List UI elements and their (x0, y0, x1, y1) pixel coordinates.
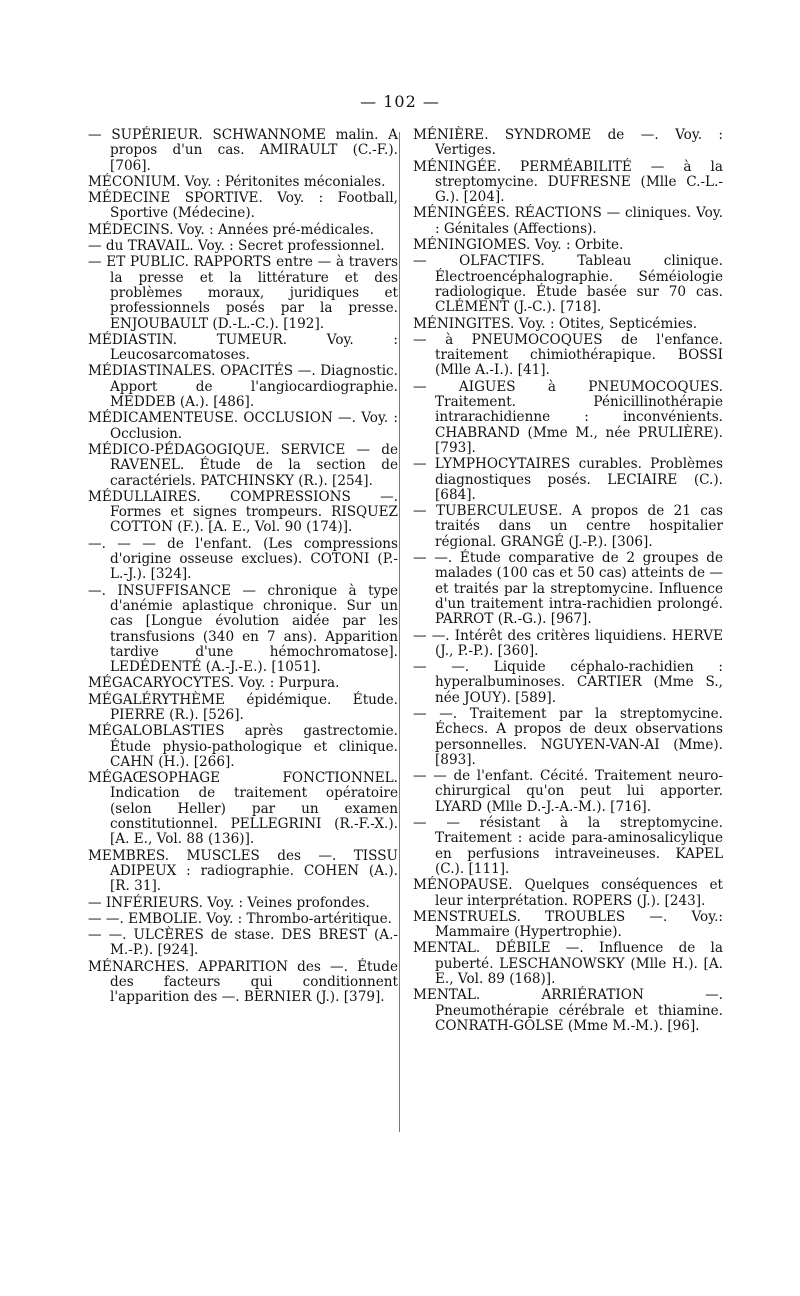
index-entry: — à PNEUMOCOQUES de l'enfance. traitement chimiothérapique. BOSSI (Mlle A.-I.). [41]. (413, 331, 723, 379)
index-entry: — —. Intérêt des critères liquidiens. HERVE (J., P.-P.). [360]. (413, 627, 723, 659)
index-entry: MÉDULLAIRES. COMPRESSIONS —. Formes et signes trompeurs. RISQUEZ COTTON (F.). [A. E., Vol. 90 (174)]. (88, 488, 398, 536)
index-entry: — —. Liquide céphalo-rachidien : hyperalbuminoses. CARTIER (Mme S., née JOUY). [589]. (413, 659, 723, 706)
page-number: — 102 — (360, 92, 440, 111)
index-entry: MENTAL. DÉBILE —. Influence de la puberté. LESCHANOWSKY (Mlle H.). [A. E., Vol. 89 (168)]. (413, 940, 723, 988)
index-entry: MENTAL. ARRIÉRATION —. Pneumothérapie cérébrale et thiamine. CONRATH-GOLSE (Mme M.-M.). [96]. (413, 987, 723, 1034)
index-entry: MENSTRUELS. TROUBLES —. Voy.: Mammaire (Hypertrophie). (413, 908, 723, 941)
index-entry: —. INSUFFISANCE — chronique à type d'anémie aplastique chronique. Sur un cas [Longue évolution aidée par les transfusions (340 en 7 ans). Apparition tardive d'une hémochromatose]. LEDÉDENTÉ (A.-J.-E.). [1051]. (88, 582, 398, 676)
index-entry: — —. EMBOLIE. Voy. : Thrombo-artéritique. (88, 910, 392, 927)
index-entry: MÉGACARYOCYTES. Voy. : Purpura. (88, 675, 340, 692)
index-entry: MÉDICO-PÉDAGOGIQUE. SERVICE — de RAVENEL. Étude de la section de caractériels. PATCHINSKY (R.). [254]. (88, 441, 398, 489)
index-entry: MÉNINGITES. Voy. : Otites, Septicémies. (413, 315, 698, 332)
index-entry: MÉNIÈRE. SYNDROME de —. Voy. : Vertiges. (413, 127, 723, 159)
right-column (413, 128, 723, 1035)
index-entry: MÉNINGÉES. RÉACTIONS — cliniques. Voy. : Génitales (Affections). (413, 205, 723, 237)
index-entry: — —. Étude comparative de 2 groupes de malades (100 cas et 50 cas) atteints de — et traités par la streptomycine. Influence d'un traitement intra-rachidien prolongé. PARROT (R.-G.). [967]. (413, 550, 723, 628)
index-entry: — SUPÉRIEUR. SCHWANNOME malin. A propos d'un cas. AMIRAULT (C.-F.). [706]. (88, 127, 398, 174)
index-entry: — —. Traitement par la streptomycine. Échecs. A propos de deux observations personnelles. NGUYEN-VAN-AI (Mme). [893]. (413, 705, 723, 768)
index-entry: MÉDIASTINALES. OPACITÉS —. Diagnostic. Apport de l'angiocardiographie. MEDDEB (A.). [486]. (88, 363, 398, 411)
index-entry: — INFÉRIEURS. Voy. : Veines profondes. (88, 894, 370, 911)
index-entry: — du TRAVAIL. Voy. : Secret professionnel. (88, 238, 385, 255)
index-entry: MÉGALÉRYTHÈME épidémique. Étude. PIERRE (R.). [526]. (88, 691, 398, 723)
index-entry: —. — — de l'enfant. (Les compressions d'origine osseuse exclues). COTONI (P.-L.-J.). [324]. (88, 535, 398, 583)
index-entry: MÉDECINS. Voy. : Années pré-médicales. (88, 221, 374, 238)
index-entry: MEMBRES. MUSCLES des —. TISSU ADIPEUX : radiographie. COHEN (A.). [R. 31]. (88, 847, 398, 895)
index-entry: — TUBERCULEUSE. A propos de 21 cas traités dans un centre hospitalier régional. GRANGÉ (J.-P.). [306]. (413, 503, 723, 550)
index-entry: — — résistant à la streptomycine. Traitement : acide para-aminosalicylique en perfusions intraveineuses. KAPEL (C.). [111]. (413, 815, 723, 877)
index-entry: — AIGUES à PNEUMOCOQUES. Traitement. Pénicillinothérapie intrarachidienne : inconvénients. CHABRAND (Mme M., née PRULIÈRE). [793]. (413, 378, 723, 456)
index-entry: MÉDIASTIN. TUMEUR. Voy. : Leucosarcomatoses. (88, 331, 398, 364)
index-entry: MÉDICAMENTEUSE. OCCLUSION —. Voy. : Occlusion. (88, 410, 398, 442)
index-entry: MÉNINGÉE. PERMÉABILITÉ — à la streptomycine. DUFRESNE (Mlle C.-L.-G.). [204]. (413, 158, 723, 206)
index-entry: — — de l'enfant. Cécité. Traitement neuro-chirurgical qu'on peut lui apporter. LYARD (Mlle D.-J.-A.-M.). [716]. (413, 768, 723, 815)
index-entry: — ET PUBLIC. RAPPORTS entre — à travers la presse et la littérature et des problèmes moraux, juridiques et professionnels posés par la presse. ENJOUBAULT (D.-L.-C.). [192]. (88, 254, 398, 332)
index-entry: MÉNINGIOMES. Voy. : Orbite. (413, 237, 624, 254)
index-entry: MÉNOPAUSE. Quelques conséquences et leur interprétation. ROPERS (J.). [243]. (413, 877, 723, 909)
index-entry: — LYMPHOCYTAIRES curables. Problèmes diagnostiques posés. LECIAIRE (C.). [684]. (413, 456, 723, 503)
index-entry: MÉGAŒSOPHAGE FONCTIONNEL. Indication de traitement opératoire (selon Heller) par un examen constitutionnel. PELLEGRINI (R.-F.-X.). [A. E., Vol. 88 (136)]. (88, 770, 398, 848)
index-entry: MÉDECINE SPORTIVE. Voy. : Football, Sportive (Médecine). (88, 190, 398, 222)
left-column (88, 128, 398, 1007)
index-entry: — OLFACTIFS. Tableau clinique. Électroencéphalographie. Séméiologie radiologique. Étude basée sur 70 cas. CLÉMENT (J.-C.). [718]. (413, 253, 723, 316)
column-divider (399, 132, 400, 1132)
index-entry: MÉCONIUM. Voy. : Péritonites méconiales. (88, 173, 386, 190)
index-entry: — —. ULCÈRES de stase. DES BREST (A.-M.-P.). [924]. (88, 927, 398, 959)
index-entry: MÉGALOBLASTIES après gastrectomie. Étude physio-pathologique et clinique. CAHN (H.). [266]. (88, 723, 398, 770)
index-entry: MÉNARCHES. APPARITION des —. Étude des facteurs qui conditionnent l'apparition des —. BERNIER (J.). [379]. (88, 958, 398, 1006)
